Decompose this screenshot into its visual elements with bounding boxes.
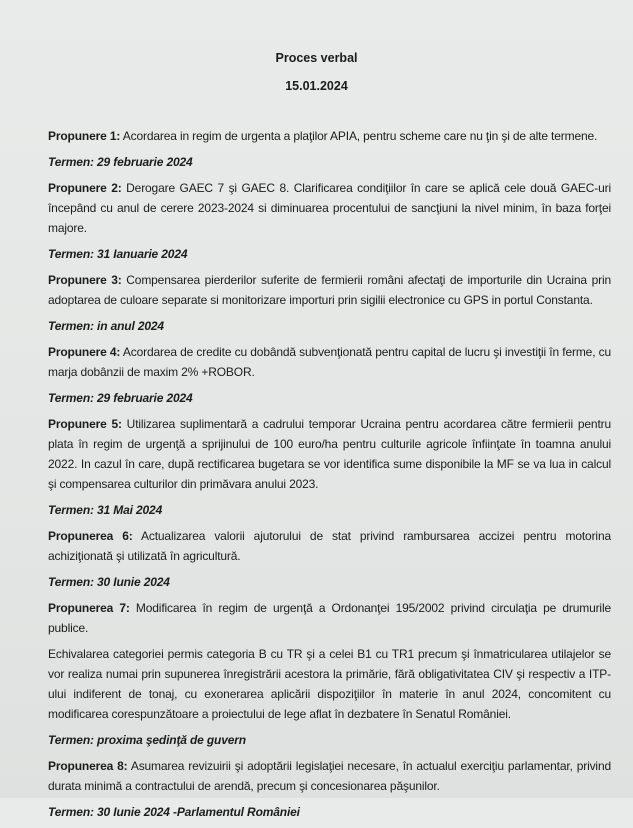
proposal-text: Asumarea revizuirii şi adoptării legislaţiei necesare, în actualul exerciţiu parlamentar, privind durata minimă a contractului de arendă, precum şi concesionarea păşunilor. [48,759,611,793]
proposal-paragraph [48,526,611,566]
proposal-paragraph [48,126,611,146]
deadline: Termen: 30 Iunie 2024 [48,575,170,589]
proposal-label: Propunere 5: [48,417,122,431]
proposal-label: Propunere 4: [48,345,121,359]
proposal-label: Propunere 3: [48,273,122,287]
proposal-label: Propunere 2: [48,181,122,195]
deadline: Termen: 29 februarie 2024 [48,155,193,169]
deadline: Termen: 30 Iunie 2024 -Parlamentul României [48,805,300,819]
proposal-extra-paragraph: Echivalarea categoriei permis categoria B cu TR şi a celei B1 cu TR1 precum şi înmatricularea utilajelor se vor realiza numai prin supunerea înregistrării acestora la primărie, fără obligativitatea CIV şi respectiv a ITP-ului indiferent de tonaj, cu exonerarea aplicării dispoziţiilor în materie în anul 2024, concomitent cu modificarea corespunzătoare a proiectului de lege aflat în dezbatere în Senatul României. [48,647,611,721]
deadline: Termen: in anul 2024 [48,319,164,333]
proposal-label: Propunerea 7: [48,601,130,615]
proposal-label: Propunerea 6: [48,529,133,543]
proposal-text: Acordarea de credite cu dobândă subvenţionată pentru capital de lucru şi investiţii în ferme, cu marja dobânzii de maxim 2% +ROBOR. [48,345,611,379]
proposal-label: Propunere 1: [48,129,121,143]
document-body [48,126,611,828]
deadline: Termen: proxima şedinţă de guvern [48,733,246,747]
proposal-label: Propunerea 8: [48,759,128,773]
document-title: Proces verbal [275,51,358,65]
proposal-text: Actualizarea valorii ajutorului de stat privind rambursarea accizei pentru motorina achiziţionată şi utilizată în agricultură. [48,529,611,563]
deadline: Termen: 31 Mai 2024 [48,503,163,517]
proposal-text: Acordarea in regim de urgenta a plaţilor APIA, pentru scheme care nu ţin şi de alte termene. [120,129,598,143]
proposal-text: Utilizarea suplimentară a cadrului temporar Ucraina pentru acordarea către fermierii pentru plata în regim de urgenţă a sprijinului de 100 euro/ha pentru culturile agricole înfiinţate în toamna anului 2022. In cazul în care, după rectificarea bugetara se vor identifica sume disponibile la MF se va lua in calcul şi compensarea culturilor din primăvara anului 2023. [48,417,611,491]
proposal-paragraph [48,178,611,238]
proposal-text: Compensarea pierderilor suferite de fermierii români afectaţi de importurile din Ucraina prin adoptarea de culoare separate si monitorizare importuri prin sigilii electronice cu GPS in portul Constanta. [48,273,611,307]
proposal-paragraph [48,414,611,494]
document-date: 15.01.2024 [285,79,348,93]
deadline: Termen: 29 februarie 2024 [48,391,193,405]
proposal-paragraph [48,342,611,382]
proposal-paragraph [48,756,611,796]
proposal-paragraph [48,270,611,310]
proposal-text: Modificarea în regim de urgenţă a Ordonanţei 195/2002 privind circulaţia pe drumurile publice. [48,601,611,635]
proposal-text: Derogare GAEC 7 şi GAEC 8. Clarificarea condiţiilor în care se aplică cele două GAEC-uri începând cu anul de cerere 2023-2024 si diminuarea procentului de sancţiuni la nivel minim, în baza forţei majore. [48,181,611,235]
deadline: Termen: 31 Ianuarie 2024 [48,247,188,261]
proposal-paragraph [48,598,611,638]
